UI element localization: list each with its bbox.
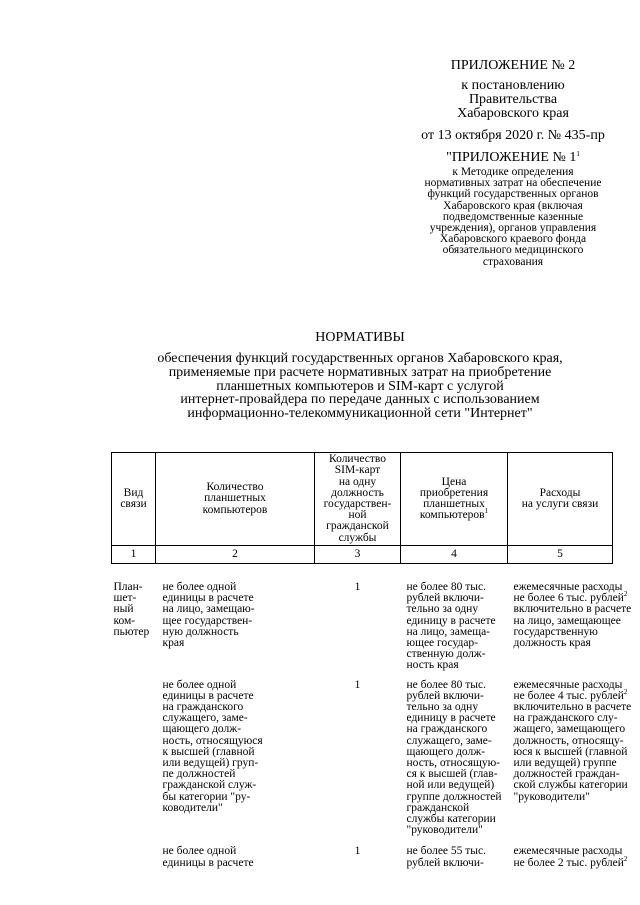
method-line: учреждения), органов управления bbox=[429, 222, 597, 235]
appendix-line: Хабаровского края bbox=[457, 106, 569, 121]
appendix-line: к постановлению bbox=[461, 78, 565, 93]
table-row bbox=[112, 582, 613, 672]
appendix-header bbox=[388, 59, 638, 143]
cell-qty-sim: 1 bbox=[354, 845, 361, 858]
appendix-line: Правительства bbox=[468, 92, 558, 107]
cell-price: не более 55 тыс. рублей включи- bbox=[406, 845, 487, 869]
table-number-row bbox=[112, 546, 613, 564]
cell-kind: План- шет- ный ком- пьютер bbox=[113, 581, 150, 638]
cell-services: ежемесячные расходы не более 4 тыс. рублей$^2$ включительно в расчете на гражданского слу- жащего, замещающего должность, относящу- юся к высшей (главной или ведущей) группе должностей граждан- ской службы категории "руководители" bbox=[513, 678, 632, 803]
method-header bbox=[398, 150, 628, 268]
header-qty-sim: Количество SIM-карт на одну должность государствен- ной гражданской службы bbox=[315, 453, 401, 546]
header-services: Расходы на услуги связи bbox=[508, 453, 613, 546]
cell-qty-computers: не более одной единицы в расчете bbox=[162, 845, 254, 869]
header-qty-computers: Количество планшетных компьютеров bbox=[156, 453, 315, 546]
document-subtitle bbox=[110, 352, 610, 421]
column-number: 3 bbox=[315, 546, 401, 564]
method-line: страхования bbox=[482, 255, 544, 268]
appendix-title: ПРИЛОЖЕНИЕ № 2 bbox=[450, 58, 576, 73]
norms-table bbox=[111, 452, 632, 869]
subtitle-line: информационно-телекоммуникационной сети "Интернет" bbox=[187, 406, 533, 422]
cell-qty-sim: 1 bbox=[354, 678, 361, 691]
cell-qty-computers: не более одной единицы в расчете на лицо, замещаю- щее государствен- ную должность края bbox=[162, 581, 255, 650]
method-line: функций государственных органов bbox=[427, 188, 599, 201]
method-title: "ПРИЛОЖЕНИЕ № $1^1$ bbox=[446, 150, 580, 165]
cell-services: ежемесячные расходы не более 6 тыс. рублей$^2$ включительно в расчете на лицо, замещающее государственную должность края bbox=[513, 581, 632, 650]
cell-qty-computers: не более одной единицы в расчете на гражданского служащего, заме- щающего долж- ность, относящуюся к высшей (главной или ведущей) груп- пе должностей гражданской служ- бы категории "ру- ководители" bbox=[162, 678, 263, 814]
method-line: Хабаровского краевого фонда bbox=[439, 233, 587, 246]
header-price: Цена приобретения планшетных компьютеров$^1$ bbox=[401, 453, 508, 546]
method-line: к Методике определения bbox=[452, 166, 574, 178]
subtitle-line: интернет-провайдера по передаче данных с использованием bbox=[180, 392, 540, 408]
method-line: нормативных затрат на обеспечение bbox=[424, 177, 602, 190]
cell-price: не более 80 тыс. рублей включи- тельно за одну единицу в расчете на лицо, замеща- ющее государ- ственную долж- ность края bbox=[406, 581, 496, 672]
column-number: 5 bbox=[508, 546, 613, 564]
document-title: НОРМАТИВЫ bbox=[315, 330, 405, 345]
method-line: обязательного медицинского bbox=[442, 244, 584, 257]
table-row bbox=[112, 836, 613, 868]
column-number: 2 bbox=[156, 546, 315, 564]
column-number: 1 bbox=[112, 546, 156, 564]
column-number: 4 bbox=[401, 546, 508, 564]
subtitle-line: обеспечения функций государственных органов Хабаровского края, bbox=[157, 351, 563, 366]
cell-price: не более 80 тыс. рублей включи- тельно за одну единицу в расчете на гражданского служащего, заме- щающего долж- ность, относящую- ся к высшей (глав- ной или ведущей) группе должностей гражданской службы категории "руководители" bbox=[406, 678, 502, 837]
method-line: подведомственные казенные bbox=[442, 210, 584, 223]
table-row bbox=[112, 672, 613, 837]
method-line: Хабаровского края (включая bbox=[443, 199, 583, 212]
table-header-row bbox=[112, 453, 613, 546]
header-kind: Вид связи bbox=[112, 453, 156, 546]
subtitle-line: планшетных компьютеров и SIM-карт с услугой bbox=[216, 378, 504, 394]
cell-services: ежемесячные расходы не более 2 тыс. рублей$^2$ bbox=[513, 845, 628, 869]
appendix-date: от 13 октября 2020 г. № 435-пр bbox=[421, 128, 605, 143]
subtitle-line: применяемые при расчете нормативных затрат на приобретение bbox=[168, 364, 552, 380]
cell-qty-sim: 1 bbox=[354, 581, 361, 593]
